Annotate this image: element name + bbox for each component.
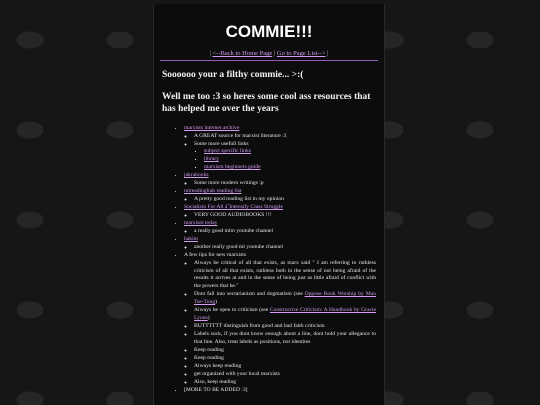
list-item: ◦ a really good mlm youtube channel	[194, 228, 378, 236]
marxism-today-link[interactable]: marxism today	[184, 219, 218, 226]
tip-item: ◦ BUTTTTTT distinguish from good and bad faith criticism	[194, 323, 378, 331]
list-item	[204, 164, 378, 172]
marxists-archive-link[interactable]: marxists internet archive	[184, 124, 240, 131]
tip-item: ◦ Keep reading	[194, 355, 378, 363]
list-item: • [MORE TO BE ADDED :3]	[184, 387, 378, 395]
tip-text: Always be open to criticism (see	[194, 307, 269, 314]
list-item: ◦ Some more modern writings :p	[194, 180, 378, 188]
list-item	[184, 252, 378, 387]
page-title: COMMIE!!!	[225, 22, 313, 41]
nav-suffix: |	[327, 50, 329, 57]
beginners-guide-link[interactable]: marxism beginners guide	[204, 164, 261, 171]
tips-title: A few tips for new marxists	[184, 251, 246, 258]
list-item	[184, 236, 378, 252]
top-nav	[160, 50, 378, 61]
back-home-link[interactable]: <--Back to Home Page	[212, 50, 273, 57]
list-item: ◦ VERY GOOD AUDIOBOOKS !!!	[194, 212, 378, 220]
book-worship-link[interactable]: Oppose Book Worship by Mao Tse-Tung	[194, 291, 376, 306]
list-item	[204, 156, 378, 164]
list-item	[184, 188, 378, 204]
resources-heading: Well me too :3 so heres some cool ass resources that has helped me over the years	[162, 91, 371, 114]
resource-list	[160, 125, 378, 395]
tip-item: ◦ Keep reading	[194, 347, 378, 355]
list-item	[204, 148, 378, 156]
library-link[interactable]: library	[204, 156, 219, 163]
list-item	[184, 204, 378, 220]
intro-heading: Soooooo your a filthy commie... >:(	[162, 70, 304, 80]
tip-text: )	[207, 315, 210, 322]
list-item: ◦ another really good ml youtube channel	[194, 244, 378, 252]
tip-item: ◦ Labels suck, if you dont know enough about a line, dont hold your allegance to that line. Also, treat labels as positions, not identites	[194, 331, 378, 347]
nav-separator: |	[273, 50, 276, 57]
hakim-link[interactable]: hakim	[184, 235, 198, 242]
tip-item: ◦ Also, keep reading	[194, 379, 378, 387]
tip-item	[194, 307, 378, 323]
page-panel	[153, 4, 385, 405]
list-item: ◦ A GREAT source for marxist literature :3	[194, 133, 378, 141]
tip-text: Dont fall into sectarianism and dogmatism (see	[194, 291, 303, 298]
nav-prefix: |	[209, 50, 211, 57]
tip-item	[194, 291, 378, 307]
page-list-link[interactable]: Go to Page List-->	[276, 50, 326, 57]
list-item	[194, 141, 378, 173]
tip-item: ◦ Always keep reading	[194, 363, 378, 371]
subject-links-link[interactable]: subject specific links	[204, 148, 251, 155]
constructive-criticism-link[interactable]: Constructive Criticism: A Handbook by Gracie Lyons	[194, 307, 376, 322]
list-item	[184, 220, 378, 236]
tip-item: ◦ Always be critical of all that exists, as marx said " I am referring to ruthless criticism of all that exists, ruthless both in the sense of not being afraid of the results it arrives at and in the sense of being just as little afraid of conflict with the powers that be."	[194, 260, 378, 292]
list-item: ◦ A pretty good reading list in my opinion	[194, 196, 378, 204]
tip-text: )	[215, 299, 218, 306]
list-item	[184, 172, 378, 188]
jakrabooks-link[interactable]: jakrabooks	[184, 172, 209, 179]
reading-hub-link[interactable]: mlreadinghub reading list	[184, 188, 242, 195]
more-links-label: Some more usefull links	[194, 140, 249, 147]
tip-item: ◦ get organized with your local marxists	[194, 371, 378, 379]
list-item	[184, 125, 378, 173]
socialism-for-all-link[interactable]: Socialism For All â˜Intensify Class Struggle	[184, 204, 283, 210]
